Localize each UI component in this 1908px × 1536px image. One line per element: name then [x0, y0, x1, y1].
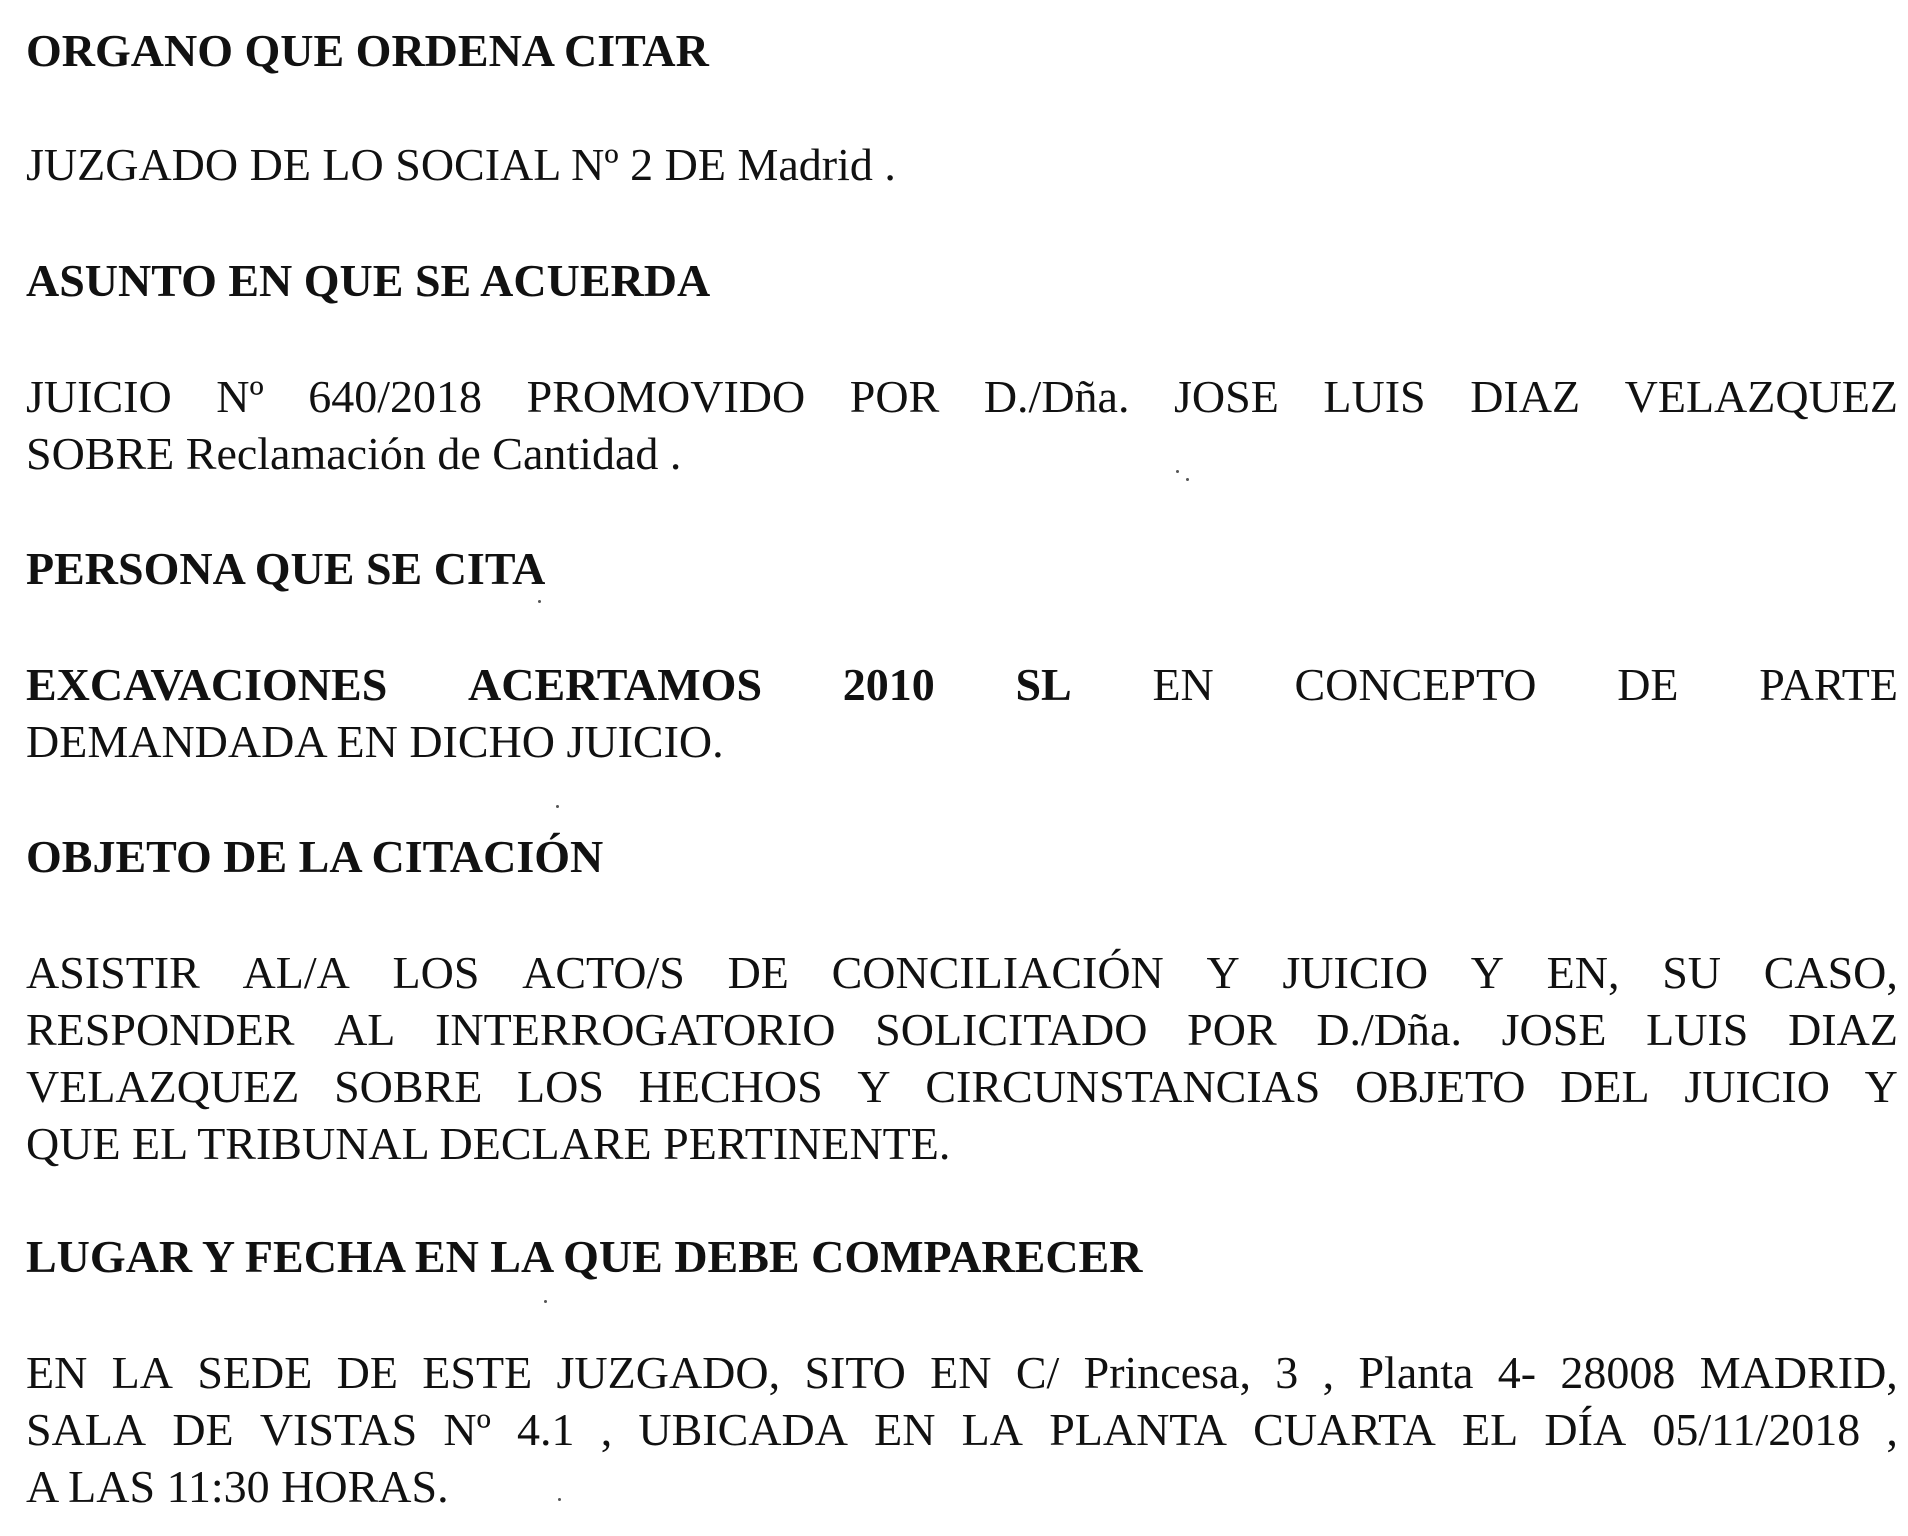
word: SALA [26, 1404, 147, 1455]
word: VELAZQUEZ [1624, 371, 1898, 422]
organo-text [26, 136, 1898, 193]
word: LA [111, 1347, 173, 1398]
word: MADRID, [1699, 1347, 1898, 1398]
scan-speck [544, 1300, 547, 1303]
word: EL [1462, 1404, 1519, 1455]
word: POR [1187, 1004, 1277, 1055]
lugar-line-1 [26, 1344, 1898, 1401]
word: DE [1617, 659, 1679, 710]
word: UBICADA [638, 1404, 848, 1455]
word: 640/2018 [308, 371, 483, 422]
word: Y [1864, 1061, 1898, 1112]
word: SL [1015, 659, 1072, 710]
word: Nº [443, 1404, 491, 1455]
word: LOS [517, 1061, 604, 1112]
heading-objeto: OBJETO DE LA CITACIÓN [26, 831, 604, 882]
word: 4.1 [517, 1404, 575, 1455]
organo-line: JUZGADO DE LO SOCIAL Nº 2 DE Madrid . [26, 139, 896, 190]
lugar-line-3: A LAS 11:30 HORAS. [26, 1461, 449, 1512]
word: PARTE [1759, 659, 1898, 710]
objeto-text [26, 944, 1898, 1172]
word: PLANTA [1049, 1404, 1227, 1455]
word: CIRCUNSTANCIAS [925, 1061, 1321, 1112]
word: Y [1470, 947, 1504, 998]
objeto-line-1 [26, 944, 1898, 1001]
word: INTERROGATORIO [435, 1004, 836, 1055]
word: Nº [216, 371, 264, 422]
word: SEDE [197, 1347, 313, 1398]
word: DE [172, 1404, 234, 1455]
word: CASO, [1763, 947, 1898, 998]
word: PROMOVIDO [526, 371, 806, 422]
word: JUICIO [26, 371, 172, 422]
objeto-line-2 [26, 1001, 1898, 1058]
word: ACTO/S [522, 947, 685, 998]
word: EN [1152, 659, 1214, 710]
word: CUARTA [1253, 1404, 1436, 1455]
word: 4- [1497, 1347, 1537, 1398]
word: VELAZQUEZ [26, 1061, 300, 1112]
scan-speck [558, 1498, 561, 1501]
word: LA [961, 1404, 1023, 1455]
word: , [600, 1404, 613, 1455]
word: POR [849, 371, 940, 422]
word: EN [874, 1404, 936, 1455]
word: EN [930, 1347, 992, 1398]
scan-speck [1186, 478, 1189, 481]
word: Princesa, [1083, 1347, 1251, 1398]
word: , [1322, 1347, 1335, 1398]
word: ASISTIR [26, 947, 200, 998]
word: ESTE [422, 1347, 533, 1398]
word: JUZGADO, [556, 1347, 781, 1398]
persona-line-2: DEMANDADA EN DICHO JUICIO. [26, 716, 724, 767]
word: HECHOS [638, 1061, 823, 1112]
persona-line-1 [26, 656, 1898, 713]
word: D./Dña. [983, 371, 1130, 422]
word: ACERTAMOS [468, 659, 763, 710]
word: SU [1662, 947, 1721, 998]
word: 3 [1275, 1347, 1299, 1398]
word: DIAZ [1470, 371, 1581, 422]
objeto-line-4: QUE EL TRIBUNAL DECLARE PERTINENTE. [26, 1118, 951, 1169]
word: LUIS [1323, 371, 1426, 422]
word: 2010 [842, 659, 935, 710]
word: D./Dña. [1316, 1004, 1462, 1055]
word: AL/A [242, 947, 350, 998]
word: LOS [392, 947, 480, 998]
word: JUICIO [1282, 947, 1429, 998]
scan-speck [556, 805, 559, 808]
word: JOSE [1501, 1004, 1607, 1055]
word: Y [1206, 947, 1240, 998]
objeto-line-3 [26, 1058, 1898, 1115]
heading-lugar: LUGAR Y FECHA EN LA QUE DEBE COMPARECER [26, 1231, 1143, 1282]
scan-speck [538, 600, 541, 603]
persona-text [26, 656, 1898, 770]
word: JOSE [1174, 371, 1279, 422]
asunto-line-1 [26, 368, 1898, 425]
word: DE [727, 947, 789, 998]
word: 28008 [1560, 1347, 1676, 1398]
word: LUIS [1646, 1004, 1749, 1055]
word: EN [26, 1347, 88, 1398]
word: DIAZ [1788, 1004, 1898, 1055]
word: JUICIO [1684, 1061, 1830, 1112]
word: EN, [1546, 947, 1620, 998]
word: , [1886, 1404, 1898, 1455]
word: AL [334, 1004, 396, 1055]
word: 05/11/2018 [1652, 1404, 1861, 1455]
word: SOLICITADO [875, 1004, 1148, 1055]
word: Y [857, 1061, 891, 1112]
word: CONCEPTO [1294, 659, 1537, 710]
lugar-line-2 [26, 1401, 1898, 1458]
word: SOBRE [334, 1061, 483, 1112]
word: Planta [1358, 1347, 1474, 1398]
asunto-text [26, 368, 1898, 482]
heading-organo: ORGANO QUE ORDENA CITAR [26, 25, 709, 76]
heading-persona: PERSONA QUE SE CITA [26, 543, 546, 594]
word: DÍA [1544, 1404, 1627, 1455]
word: VISTAS [259, 1404, 418, 1455]
word: DEL [1560, 1061, 1650, 1112]
word: OBJETO [1355, 1061, 1526, 1112]
word: EXCAVACIONES [26, 659, 388, 710]
word: C/ [1015, 1347, 1060, 1398]
heading-asunto: ASUNTO EN QUE SE ACUERDA [26, 255, 711, 306]
scan-speck [1176, 470, 1179, 473]
citation-document [26, 0, 1896, 1536]
lugar-text [26, 1344, 1898, 1515]
word: SITO [804, 1347, 906, 1398]
word: CONCILIACIÓN [831, 947, 1164, 998]
word: DE [336, 1347, 398, 1398]
asunto-line-2: SOBRE Reclamación de Cantidad . [26, 428, 682, 479]
word: RESPONDER [26, 1004, 295, 1055]
